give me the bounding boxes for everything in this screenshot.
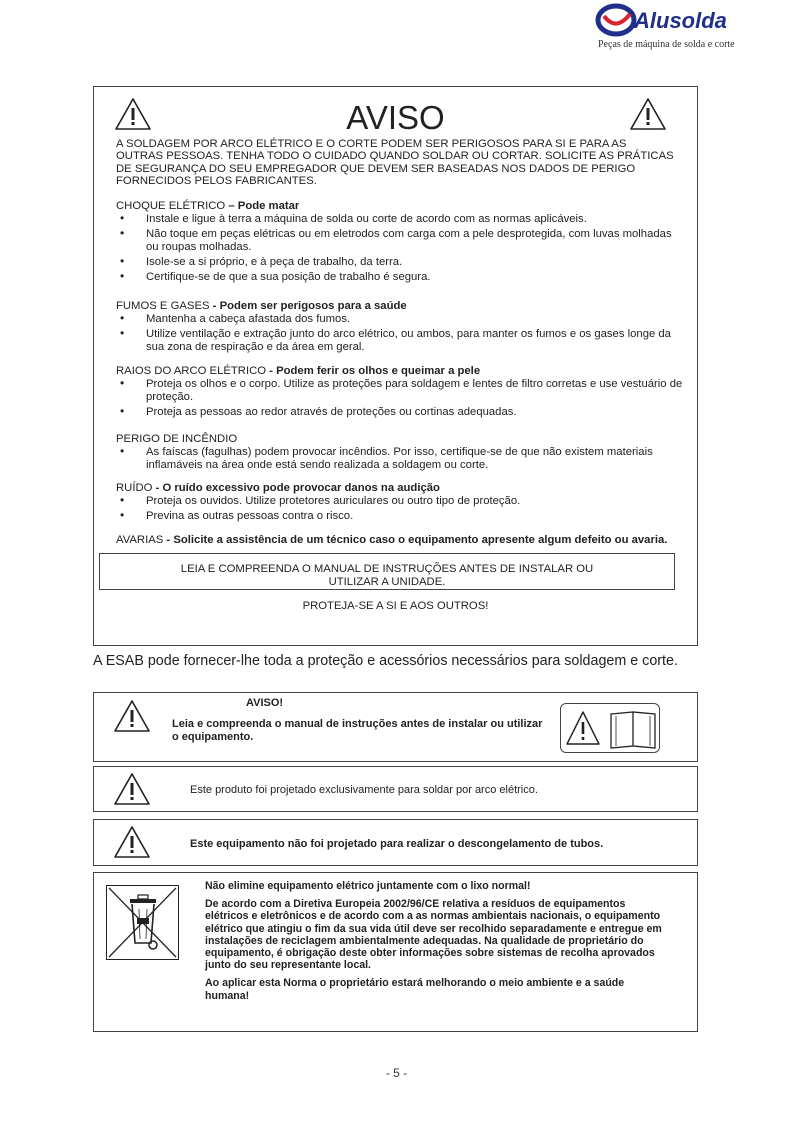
section-malfunctions — [116, 534, 686, 547]
warning-triangle-icon — [113, 825, 151, 859]
esab-note: A ESAB pode fornecer-lhe toda a proteção e acessórios necessários para soldagem e corte. — [93, 653, 678, 669]
logo-tagline: Peças de máquina de solda e corte — [598, 39, 735, 50]
section-subheading: - O ruído excessivo pode provocar danos na audição — [152, 482, 440, 494]
section-heading: RAIOS DO ARCO ELÉTRICO — [116, 365, 267, 377]
list-item: • Isole-se a si próprio, e à peça de trabalho, da terra. — [116, 256, 686, 269]
warning-triangle-icon — [113, 772, 151, 806]
section-noise — [116, 482, 686, 523]
notice-weee-disposal — [93, 872, 698, 1032]
section-subheading: - Solicite a assistência de um técnico caso o equipamento apresente algum defeito ou avaria. — [163, 534, 668, 546]
section-fire-hazard — [116, 433, 686, 472]
section-heading: AVARIAS — [116, 534, 164, 546]
list-item: • Instale e ligue à terra a máquina de solda ou corte de acordo com as normas aplicáveis. — [116, 213, 686, 226]
read-manual-icon — [561, 704, 661, 754]
notice-arc-welding-only — [93, 766, 698, 812]
notice-text: Este equipamento não foi projetado para realizar o descongelamento de tubos. — [190, 838, 604, 850]
section-subheading: - Podem ser perigosos para a saúde — [209, 300, 407, 312]
warning-triangle-icon — [113, 699, 151, 733]
crossed-bin-icon — [106, 885, 179, 960]
alusolda-logo-mark — [590, 2, 790, 42]
section-heading: PERIGO DE INCÊNDIO — [116, 433, 238, 445]
notice-title: AVISO! — [246, 697, 284, 709]
notice-no-pipe-thawing — [93, 819, 698, 866]
list-item: • Utilize ventilação e extração junto do arco elétrico, ou ambos, para manter os fumos e os gases longe da sua zona de respiração e da área em geral. — [116, 328, 686, 354]
notice-read-manual — [93, 692, 698, 762]
protect-yourself-text: PROTEJA-SE A SI E AOS OUTROS! — [302, 600, 489, 612]
weee-paragraph: Ao aplicar esta Norma o proprietário estará melhorando o meio ambiente e a saúde humana! — [205, 977, 625, 1002]
list-item: • Previna as outras pessoas contra o risco. — [116, 510, 686, 523]
list-item: • Mantenha a cabeça afastada dos fumos. — [116, 313, 686, 326]
section-heading: FUMOS E GASES — [116, 300, 210, 312]
list-item: • Certifique-se de que a sua posição de trabalho é segura. — [116, 271, 686, 284]
list-item: • Proteja as pessoas ao redor através de proteções ou cortinas adequadas. — [116, 406, 686, 419]
notice-text: Leia e compreenda o manual de instruções antes de instalar ou utilizar o equipamento. — [172, 718, 543, 743]
weee-paragraph: De acordo com a Diretiva Europeia 2002/96/CE relativa a resíduos de equipamentos elétricos e eletrônicos e de acordo com a as normas ambientais nacionais, o equipamento elétrico que atingiu o fim da sua vida útil deve ser recolhido separadamente e entregue em instalações de reciclagem ambientalmente adequadas. Na qualidade de proprietário do equipamento, é obrigação deste obter informações sobre sistemas de recolha aprovados junto do seu representante local. — [205, 898, 662, 972]
section-electric-shock — [116, 200, 686, 284]
read-manual-box: LEIA E COMPREENDA O MANUAL DE INSTRUÇÕES ANTES DE INSTALAR OU UTILIZAR A UNIDADE. — [99, 553, 675, 590]
list-item: • Proteja os ouvidos. Utilize protetores auriculares ou outro tipo de proteção. — [116, 495, 686, 508]
section-heading: RUÍDO — [116, 482, 153, 494]
weee-text-block — [205, 880, 665, 1008]
section-heading: CHOQUE ELÉTRICO — [116, 200, 226, 212]
list-item: • Não toque em peças elétricas ou em eletrodos com carga com a pele desprotegida, com luvas molhadas ou roupas molhadas. — [116, 228, 686, 254]
logo-name: Alusolda — [634, 8, 727, 33]
section-subheading: – Pode matar — [225, 200, 300, 212]
section-subheading: - Podem ferir os olhos e queimar a pele — [266, 365, 481, 377]
list-item: • Proteja os olhos e o corpo. Utilize as proteções para soldagem e lentes de filtro corretas e use vestuário de proteção. — [116, 378, 686, 404]
manual-pictogram — [560, 703, 660, 753]
notice-text: Este produto foi projetado exclusivamente para soldar por arco elétrico. — [190, 784, 538, 796]
page-number: - 5 - — [385, 1066, 408, 1080]
section-fumes-gases — [116, 300, 686, 354]
warning-title: AVISO — [346, 99, 445, 136]
warning-intro: A SOLDAGEM POR ARCO ELÉTRICO E O CORTE PODEM SER PERIGOSOS PARA SI E PARA AS OUTRAS PESSOAS. TENHA TODO O CUIDADO QUANDO SOLDAR OU CORTAR. SOLICITE AS PRÁTICAS DE SEGURANÇA DO SEU EMPREGADOR QUE DEVEM SER BASEADAS NOS DADOS DE PERIGO FORNECIDOS PELOS FABRICANTES. — [116, 138, 674, 188]
list-item: • As faíscas (fagulhas) podem provocar incêndios. Por isso, certifique-se de que não existem materiais inflamáveis na área onde está sendo realizada a soldagem ou corte. — [116, 446, 686, 472]
weee-paragraph: Não elimine equipamento elétrico juntamente com o lixo normal! — [205, 880, 531, 892]
main-warning-box — [93, 86, 698, 646]
section-arc-rays — [116, 365, 686, 419]
